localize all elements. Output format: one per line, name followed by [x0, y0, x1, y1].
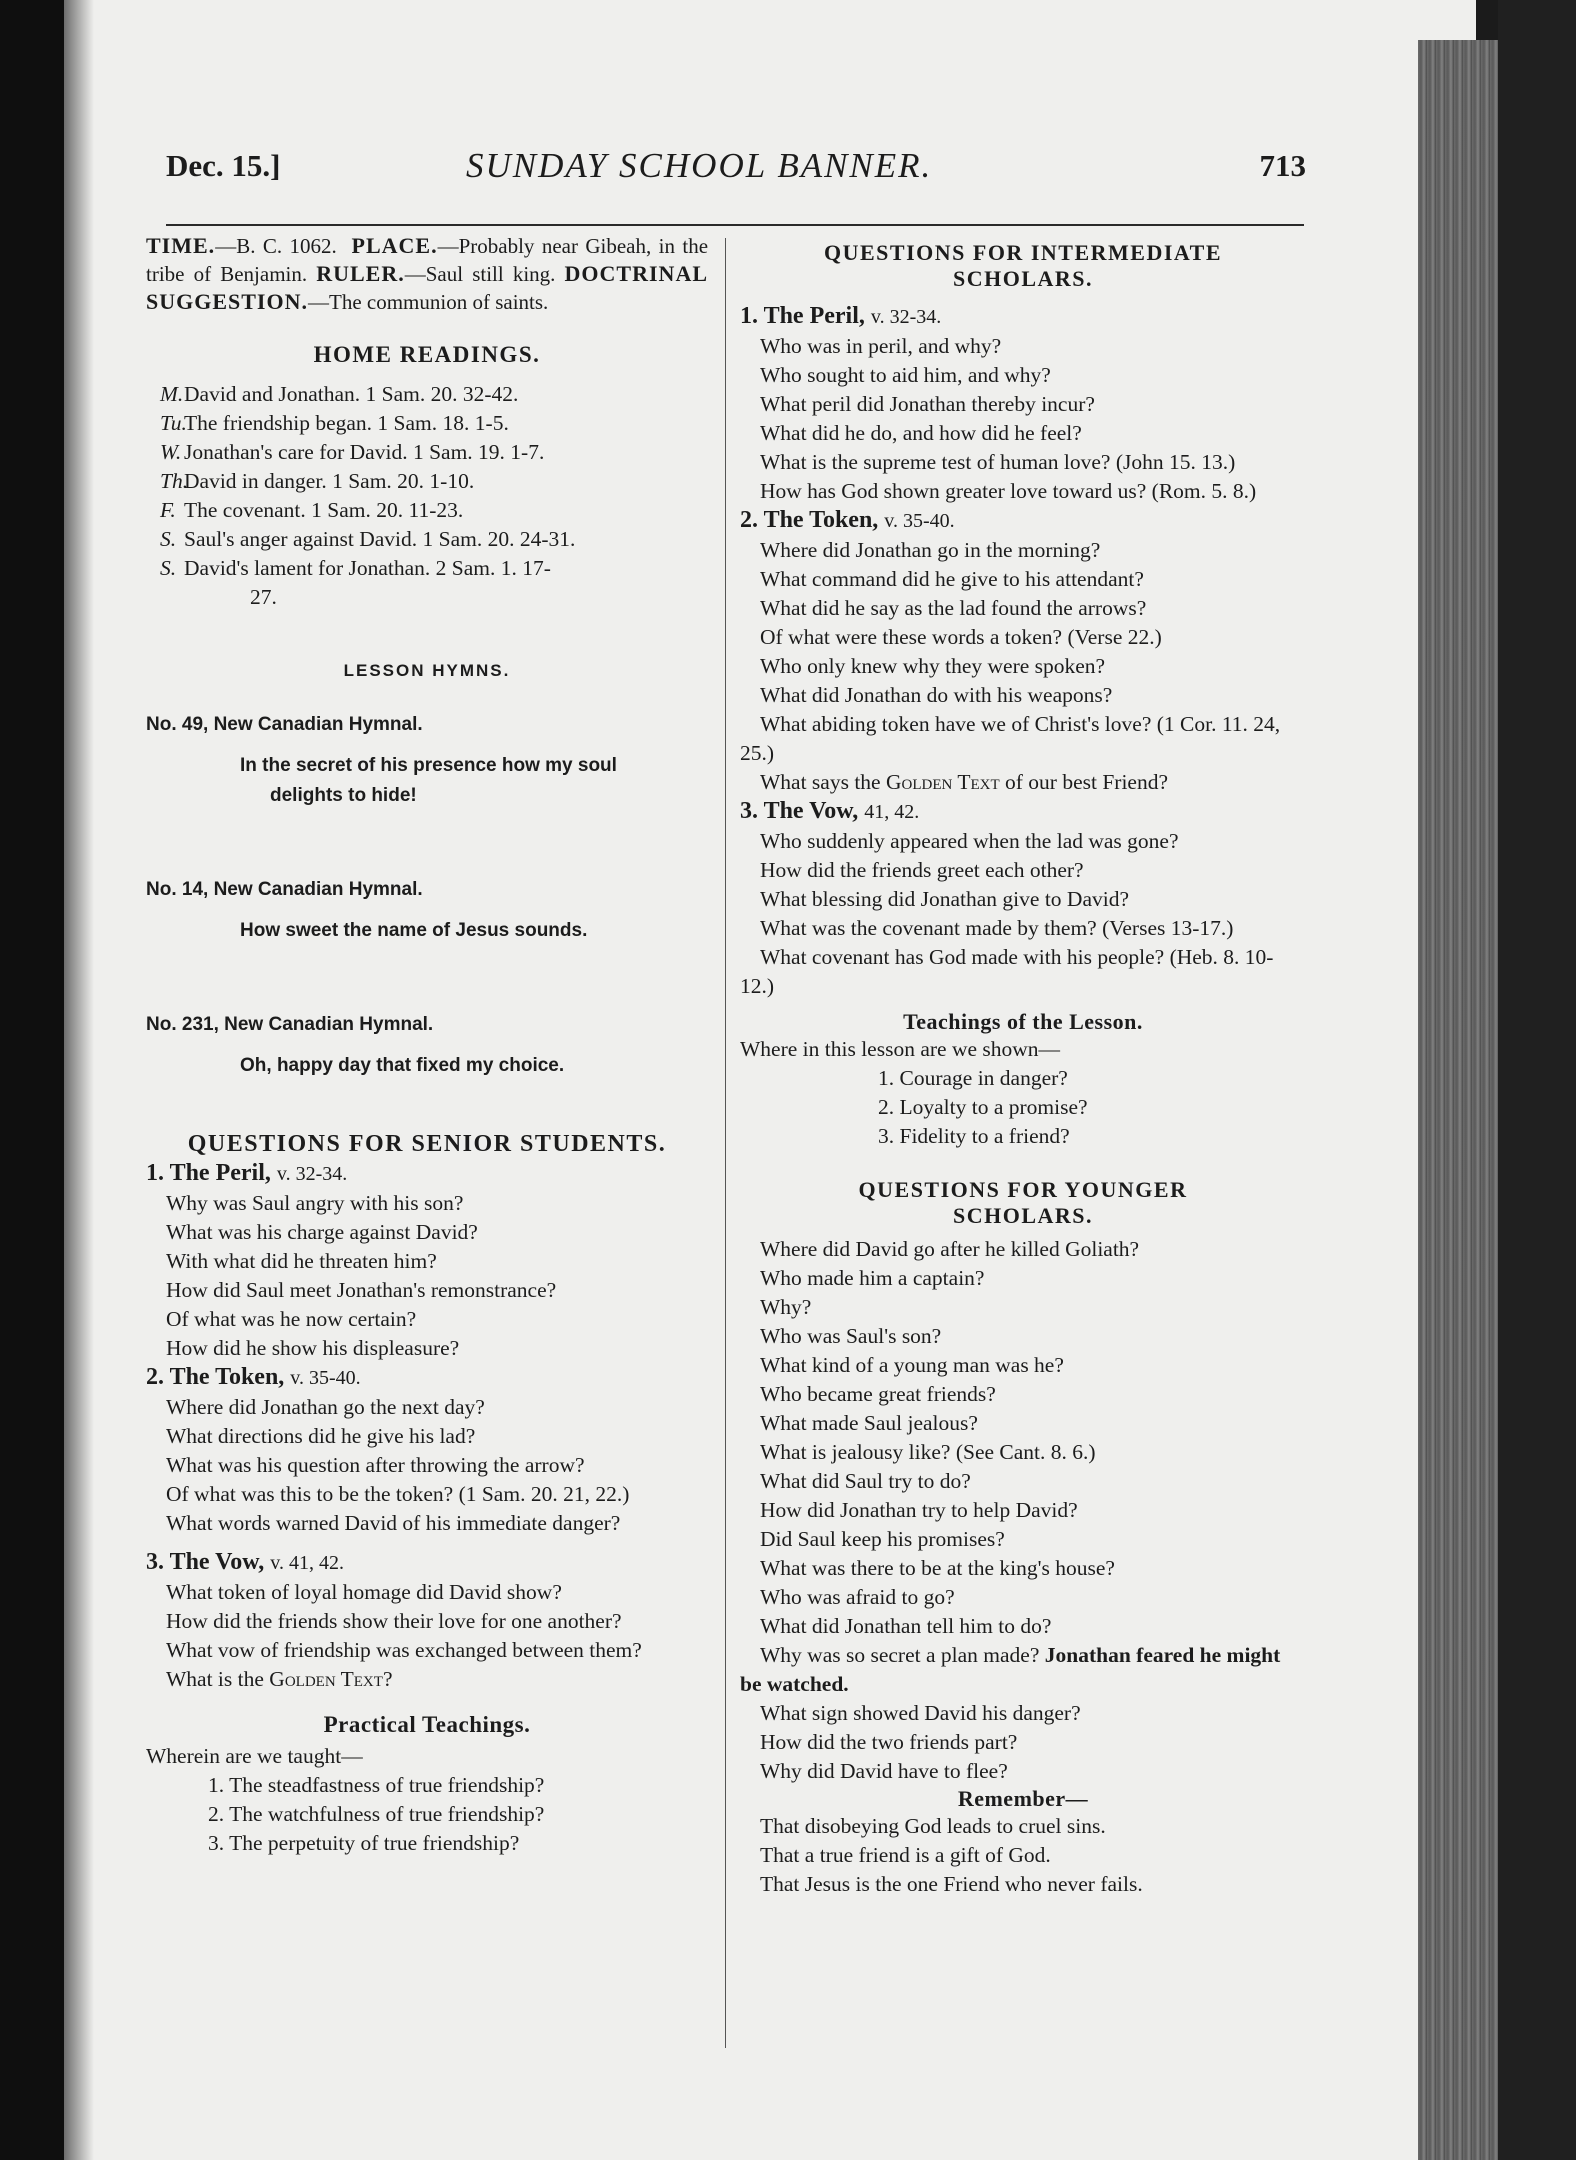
scan-left-edge — [0, 0, 64, 2160]
younger-question: What did Saul try to do? — [760, 1469, 971, 1493]
home-reading-item — [146, 380, 708, 409]
hymn-number: No. 49, New Canadian Hymnal. — [146, 714, 423, 735]
intermediate-question: What is the supreme test of human love? (John 15. 13.) — [760, 450, 1236, 474]
senior-section-3-title: 3. The Vow, v. 41, 42. — [146, 1549, 344, 1575]
teachings-list — [740, 1064, 1306, 1151]
senior-question: With what did he threaten him? — [166, 1249, 437, 1273]
time-label: TIME. — [146, 233, 216, 258]
senior-section-1-questions — [146, 1189, 708, 1363]
younger-question: Why? — [760, 1295, 812, 1319]
reading-text: David's lament for Jonathan. 2 Sam. 1. 17- — [184, 556, 551, 580]
younger-question: Who was Saul's son? — [760, 1324, 942, 1348]
intermediate-question: What did he say as the lad found the arrows? — [760, 596, 1147, 620]
running-head — [166, 144, 1306, 198]
lesson-intro — [146, 232, 708, 316]
younger-question: What did Jonathan tell him to do? — [760, 1614, 1052, 1638]
practical-teaching-item: 2. The watchfulness of true friendship? — [208, 1802, 545, 1826]
home-reading-item — [146, 409, 708, 438]
intermediate-question: Who was in peril, and why? — [760, 334, 1002, 358]
practical-teaching-item: 1. The steadfastness of true friendship? — [208, 1773, 545, 1797]
reading-text: Jonathan's care for David. 1 Sam. 19. 1-7. — [184, 440, 545, 464]
page-edges — [1418, 40, 1498, 2160]
remember-heading: Remember— — [957, 1786, 1089, 1811]
younger-question: What kind of a young man was he? — [760, 1353, 1064, 1377]
intermediate-section-1-title: 1. The Peril, v. 32-34. — [740, 303, 942, 329]
page-number: 713 — [1259, 148, 1306, 183]
senior-question: How did Saul meet Jonathan's remonstrance? — [166, 1278, 557, 1302]
time-value: —B. C. 1062. — [215, 234, 337, 258]
practical-teachings-heading: Practical Teachings. — [323, 1712, 531, 1737]
senior-question: What was his charge against David? — [166, 1220, 478, 1244]
intermediate-section-3-questions — [740, 827, 1306, 914]
intermediate-question: What peril did Jonathan thereby incur? — [760, 392, 1095, 416]
reading-text: David and Jonathan. 1 Sam. 20. 32-42. — [184, 382, 519, 406]
younger-question: What made Saul jealous? — [760, 1411, 978, 1435]
home-reading-item — [146, 467, 708, 496]
reading-text: The covenant. 1 Sam. 20. 11-23. — [184, 498, 464, 522]
practical-lead: Wherein are we taught— — [146, 1744, 363, 1768]
home-readings-list — [146, 380, 708, 612]
reading-day: Tu. — [160, 411, 187, 435]
senior-section-1-title: 1. The Peril, v. 32-34. — [146, 1160, 348, 1186]
senior-question: What was his question after throwing the arrow? — [166, 1453, 585, 1477]
header-rule — [166, 224, 1304, 226]
hymn-lines — [146, 751, 708, 811]
hymn-lines — [146, 916, 708, 946]
remember-lines — [740, 1812, 1306, 1899]
senior-question: Where did Jonathan go the next day? — [166, 1395, 485, 1419]
hymn-entry — [146, 875, 708, 946]
intermediate-heading-line-1: QUESTIONS FOR INTERMEDIATE — [824, 240, 1222, 265]
home-reading-item — [146, 496, 708, 525]
intermediate-question: What did Jonathan do with his weapons? — [760, 683, 1113, 707]
hymn-line: In the secret of his presence how my soul — [240, 755, 617, 776]
intermediate-question: Of what were these words a token? (Verse 22.) — [760, 625, 1162, 649]
senior-question: What vow of friendship was exchanged between them? — [166, 1638, 642, 1662]
younger-question: What was there to be at the king's house? — [760, 1556, 1115, 1580]
hymn-entry — [146, 710, 708, 811]
intermediate-question: What blessing did Jonathan give to David? — [760, 887, 1130, 911]
senior-question: How did the friends show their love for one another? — [166, 1609, 622, 1633]
younger-heading-line-2: SCHOLARS. — [952, 1203, 1094, 1228]
intermediate-question: What was the covenant made by them? (Verses 13-17.) — [760, 916, 1234, 940]
reading-day: F. — [160, 498, 176, 522]
reading-day: S. — [160, 527, 177, 551]
reading-day: W. — [160, 440, 182, 464]
intermediate-section-1-questions — [740, 332, 1306, 448]
teaching-item: 1. Courage in danger? — [878, 1066, 1068, 1090]
intermediate-question: How has God shown greater love toward us? (Rom. 5. 8.) — [760, 479, 1257, 503]
senior-question: Why was Saul angry with his son? — [166, 1191, 464, 1215]
hymn-entry — [146, 1010, 708, 1081]
doctrinal-label: DOCTRINAL SUGGESTION. — [146, 261, 709, 314]
reading-day: Th. — [160, 469, 189, 493]
senior-golden-text-question: What is the Golden Text? — [166, 1667, 393, 1691]
place-value: —Probably near Gibeah, in the tribe of Benjamin. — [146, 234, 709, 286]
remember-line: That disobeying God leads to cruel sins. — [760, 1814, 1106, 1838]
senior-section-2-questions — [146, 1393, 708, 1480]
younger-question: What is jealousy like? (See Cant. 8. 6.) — [760, 1440, 1096, 1464]
senior-question: What token of loyal homage did David show? — [166, 1580, 562, 1604]
remember-line: That Jesus is the one Friend who never fails. — [760, 1872, 1143, 1896]
intermediate-question: What did he do, and how did he feel? — [760, 421, 1082, 445]
senior-question: What words warned David of his immediate danger? — [166, 1511, 621, 1535]
reading-text: Saul's anger against David. 1 Sam. 20. 24-31. — [184, 527, 576, 551]
hymn-lines — [146, 1051, 708, 1081]
intermediate-question: What abiding token have we of Christ's love? (1 Cor. 11. 24, 25.) — [740, 712, 1281, 765]
intermediate-section-3-title: 3. The Vow, 41, 42. — [740, 798, 920, 824]
intermediate-question: What command did he give to his attendant? — [760, 567, 1144, 591]
reading-text: The friendship began. 1 Sam. 18. 1-5. — [184, 411, 509, 435]
younger-question: How did the two friends part? — [760, 1730, 1018, 1754]
issue-date: Dec. 15.] — [166, 148, 281, 183]
hymn-number: No. 231, New Canadian Hymnal. — [146, 1014, 434, 1035]
younger-question: What sign showed David his danger? — [760, 1701, 1081, 1725]
periodical-title: SUNDAY SCHOOL BANNER. — [466, 146, 933, 185]
scan-right-edge — [1498, 0, 1576, 2160]
ruler-value: —Saul still king. — [404, 262, 556, 286]
senior-question: How did he show his displeasure? — [166, 1336, 460, 1360]
intermediate-golden-text-question: What says the Golden Text of our best Friend? — [760, 770, 1169, 794]
reading-day — [226, 583, 250, 612]
right-column — [740, 240, 1306, 1899]
remember-line: That a true friend is a gift of God. — [760, 1843, 1051, 1867]
intermediate-question: Who only knew why they were spoken? — [760, 654, 1106, 678]
hymn-number: No. 14, New Canadian Hymnal. — [146, 879, 423, 900]
hymn-line: delights to hide! — [270, 785, 417, 806]
home-reading-item — [146, 438, 708, 467]
senior-question: What directions did he give his lad? — [166, 1424, 476, 1448]
lesson-hymns-heading: LESSON HYMNS. — [343, 661, 511, 680]
younger-questions-after — [740, 1699, 1306, 1786]
left-column — [146, 232, 708, 1858]
home-reading-item — [146, 525, 708, 554]
reading-day: S. — [160, 556, 177, 580]
teaching-item: 2. Loyalty to a promise? — [878, 1095, 1088, 1119]
reading-text: 27. — [250, 585, 277, 609]
intermediate-section-2-questions — [740, 536, 1306, 710]
intermediate-question: What covenant has God made with his people? (Heb. 8. 10-12.) — [740, 945, 1274, 998]
senior-question: Of what was this to be the token? (1 Sam. 20. 21, 22.) — [166, 1482, 630, 1506]
intermediate-section-2-title: 2. The Token, v. 35-40. — [740, 507, 955, 533]
younger-heading-line-1: QUESTIONS FOR YOUNGER — [858, 1177, 1188, 1202]
place-label: PLACE. — [351, 233, 438, 258]
column-rule — [725, 238, 726, 2048]
reading-day: M. — [160, 382, 184, 406]
younger-question: Where did David go after he killed Goliath? — [760, 1237, 1140, 1261]
teachings-lead: Where in this lesson are we shown— — [740, 1037, 1061, 1061]
home-readings-heading: HOME READINGS. — [313, 342, 541, 367]
lesson-hymns-list — [146, 710, 708, 1081]
younger-question: Why did David have to flee? — [760, 1759, 1008, 1783]
senior-heading: QUESTIONS FOR SENIOR STUDENTS. — [187, 1131, 667, 1157]
younger-question: Who made him a captain? — [760, 1266, 985, 1290]
intermediate-question: Who suddenly appeared when the lad was gone? — [760, 829, 1179, 853]
teaching-item: 3. Fidelity to a friend? — [878, 1124, 1070, 1148]
intermediate-question: How did the friends greet each other? — [760, 858, 1084, 882]
younger-questions — [740, 1235, 1306, 1641]
practical-teaching-item: 3. The perpetuity of true friendship? — [208, 1831, 520, 1855]
younger-question: Did Saul keep his promises? — [760, 1527, 1005, 1551]
intermediate-heading-line-2: SCHOLARS. — [952, 266, 1094, 291]
senior-section-2-title: 2. The Token, v. 35-40. — [146, 1364, 361, 1390]
gutter-shadow — [64, 0, 94, 2160]
hymn-line: Oh, happy day that fixed my choice. — [240, 1055, 565, 1076]
younger-question: How did Jonathan try to help David? — [760, 1498, 1078, 1522]
practical-teachings-list — [146, 1771, 708, 1858]
younger-question: Who became great friends? — [760, 1382, 996, 1406]
ruler-label: RULER. — [316, 261, 405, 286]
home-reading-item — [146, 583, 708, 612]
reading-text: David in danger. 1 Sam. 20. 1-10. — [184, 469, 475, 493]
hymn-line: How sweet the name of Jesus sounds. — [240, 920, 588, 941]
younger-secret-question: Why was so secret a plan made? Jonathan feared he might be watched. — [740, 1643, 1281, 1696]
home-reading-item — [146, 554, 708, 583]
intermediate-question: Who sought to aid him, and why? — [760, 363, 1051, 387]
teachings-heading: Teachings of the Lesson. — [903, 1009, 1143, 1034]
intermediate-question: Where did Jonathan go in the morning? — [760, 538, 1101, 562]
younger-question: Who was afraid to go? — [760, 1585, 955, 1609]
senior-question: Of what was he now certain? — [166, 1307, 417, 1331]
doctrinal-value: —The communion of saints. — [308, 290, 549, 314]
